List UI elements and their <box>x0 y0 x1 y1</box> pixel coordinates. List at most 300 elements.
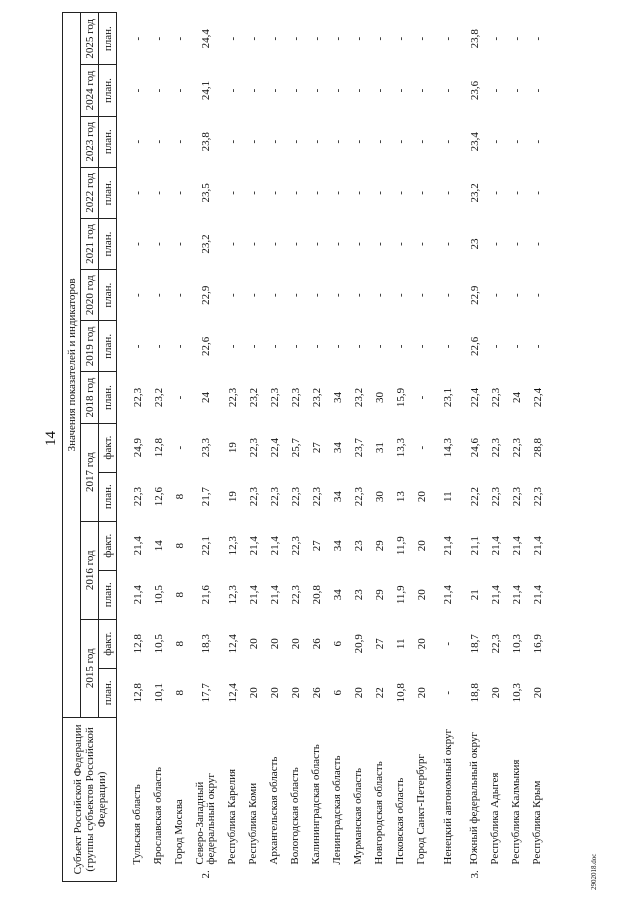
value-cell: 10,3 <box>510 634 523 654</box>
value-cell: 20 <box>415 540 428 552</box>
value-cell: - <box>131 344 144 349</box>
value-cell: 12,3 <box>226 585 239 605</box>
value-cell: 22,6 <box>200 336 212 356</box>
subheader-cell: план. <box>99 668 117 717</box>
value-cell: - <box>247 344 260 349</box>
value-cell: 22,3 <box>489 438 502 458</box>
value-cell: 22,3 <box>247 438 260 458</box>
value-cell: 17,7 <box>200 683 212 703</box>
value-cell: 21,4 <box>510 536 523 556</box>
value-cell: - <box>152 344 165 349</box>
value-cell: 20 <box>415 589 428 601</box>
subheader-cell: план. <box>99 372 117 423</box>
value-cell: 24,4 <box>200 29 212 49</box>
value-cell: - <box>131 88 144 93</box>
value-cell: 20 <box>247 687 260 699</box>
subject-name: Южный федеральный округ <box>468 732 480 865</box>
value-cell: - <box>247 36 260 41</box>
value-cell: - <box>415 36 428 41</box>
value-cell: 20 <box>531 687 544 699</box>
table-row <box>264 13 285 882</box>
subject-name: Тульская область <box>131 784 143 865</box>
year-header: 2023 год <box>81 116 99 167</box>
value-cell: 24 <box>510 392 523 404</box>
table-row <box>306 13 327 882</box>
value-cell: - <box>394 242 407 246</box>
subject-name: Вологодская область <box>289 767 301 865</box>
indicators-table <box>62 12 548 882</box>
value-cell: 23,8 <box>468 29 481 49</box>
value-cell: - <box>442 344 454 349</box>
value-cell: 21 <box>468 589 481 601</box>
value-cell: - <box>289 139 302 144</box>
value-cell: - <box>131 293 144 298</box>
value-cell: 22 <box>373 687 386 699</box>
row-number <box>527 867 548 882</box>
value-cell: - <box>331 88 344 93</box>
row-number <box>285 867 306 882</box>
value-cell: - <box>394 293 407 298</box>
value-cell: - <box>131 139 144 144</box>
value-cell: 21,6 <box>200 585 212 605</box>
value-cell: 22,3 <box>268 387 281 408</box>
subheader-cell: факт. <box>99 521 117 570</box>
value-cell: - <box>310 88 323 93</box>
value-cell: - <box>331 139 344 144</box>
value-cell: 23,7 <box>352 438 365 458</box>
value-cell: 24,1 <box>200 80 212 101</box>
subject-name: Новгородская область <box>373 761 385 865</box>
value-cell: - <box>247 88 260 93</box>
value-cell: 8 <box>173 690 186 696</box>
value-cell: - <box>352 344 365 349</box>
value-cell: 20 <box>289 638 302 650</box>
value-cell: - <box>373 36 386 41</box>
value-cell: 22,3 <box>268 487 281 507</box>
value-cell: - <box>268 36 281 41</box>
subject-name: Псковская область <box>394 777 406 865</box>
value-cell: 25,7 <box>289 438 302 458</box>
year-header: 2021 год <box>81 218 99 269</box>
value-cell: - <box>310 242 323 246</box>
value-cell: 20 <box>415 491 428 503</box>
subject-name: Республика Крым <box>531 780 543 865</box>
value-cell: 23,2 <box>200 234 212 254</box>
table-row <box>432 13 464 882</box>
row-number: 2. <box>200 870 212 879</box>
value-cell: 22,3 <box>247 487 260 507</box>
value-cell: - <box>331 191 344 195</box>
value-cell: - <box>531 139 544 144</box>
value-cell: - <box>152 242 165 246</box>
value-cell: - <box>247 191 260 195</box>
value-cell: - <box>310 139 323 144</box>
value-cell: 20 <box>489 687 502 699</box>
table-row <box>327 13 348 882</box>
value-cell: - <box>247 139 260 144</box>
value-cell: 23,4 <box>468 132 481 152</box>
value-cell: - <box>310 344 323 349</box>
value-cell: 12,8 <box>152 438 165 458</box>
value-cell: - <box>510 36 523 41</box>
table-row <box>243 13 264 882</box>
subject-name: Республика Адыгея <box>489 772 501 865</box>
value-cell: 21,4 <box>531 536 544 556</box>
subject-name: Архангельская область <box>268 756 280 865</box>
value-cell: - <box>226 242 239 246</box>
value-cell: 26 <box>310 687 323 699</box>
value-cell: 16,9 <box>531 634 544 654</box>
value-cell: - <box>352 36 365 41</box>
table-row <box>222 13 243 882</box>
table-row <box>148 13 169 882</box>
value-cell: 12,6 <box>152 487 165 507</box>
value-cell: 21,4 <box>442 585 454 605</box>
value-cell: 20,9 <box>352 634 365 654</box>
row-number <box>243 867 264 882</box>
value-cell: - <box>173 139 186 144</box>
value-cell: - <box>173 344 186 349</box>
table-row <box>190 13 222 882</box>
value-cell: 30 <box>373 491 386 503</box>
value-cell: - <box>442 242 454 246</box>
value-cell: 23 <box>468 238 481 250</box>
value-cell: 20 <box>415 687 428 699</box>
value-cell: - <box>415 191 428 195</box>
table-row <box>485 13 506 882</box>
value-cell: - <box>289 293 302 298</box>
value-cell: - <box>415 88 428 93</box>
subject-name: Ненецкий автономный округ <box>441 729 454 865</box>
value-cell: - <box>489 191 502 195</box>
value-cell: 20 <box>247 638 260 650</box>
value-cell: 8 <box>173 641 186 647</box>
value-cell: 20 <box>415 638 428 650</box>
value-cell: 22,3 <box>289 585 302 605</box>
subject-name: Калининградская область <box>310 744 322 865</box>
value-cell: - <box>442 139 454 144</box>
value-cell: - <box>442 293 454 298</box>
value-cell: 23 <box>352 540 365 552</box>
value-cell: 23,2 <box>352 387 365 408</box>
value-cell: 27 <box>373 638 386 650</box>
table-row <box>285 13 306 882</box>
value-cell: 30 <box>373 392 386 404</box>
subject-column-header: Субъект Российской Федерации (группы субъектов Российской Федерации) <box>63 717 117 881</box>
value-cell: 11,9 <box>394 585 407 605</box>
row-number <box>348 867 369 882</box>
row-number <box>390 867 411 882</box>
value-cell: - <box>531 36 544 41</box>
subject-name: Город Санкт-Петербург <box>415 754 427 865</box>
value-cell: 18,8 <box>468 683 481 703</box>
value-cell: - <box>510 191 523 195</box>
row-number <box>148 867 169 882</box>
value-cell: 21,4 <box>489 585 502 605</box>
row-number: 3. <box>468 870 481 879</box>
value-cell: - <box>373 242 386 246</box>
value-cell: 20 <box>289 687 302 699</box>
value-cell: - <box>415 293 428 298</box>
value-cell: 23,2 <box>468 183 481 203</box>
value-cell: - <box>173 36 186 41</box>
value-cell: - <box>352 88 365 93</box>
value-cell: 8 <box>173 493 186 500</box>
year-header: 2024 год <box>81 65 99 116</box>
rotated-table-container <box>62 12 582 882</box>
value-cell: 21,4 <box>510 585 523 605</box>
table-row <box>169 13 190 882</box>
value-cell: - <box>531 88 544 93</box>
table-row <box>369 13 390 882</box>
value-cell: - <box>310 191 323 195</box>
value-cell: 22,3 <box>289 387 302 408</box>
value-cell: - <box>310 293 323 298</box>
value-cell: 21,1 <box>468 536 481 556</box>
row-number <box>506 867 527 882</box>
value-cell: - <box>373 139 386 144</box>
subject-name: Ленинградская область <box>331 755 343 865</box>
value-cell: - <box>173 445 186 450</box>
value-cell: 24,9 <box>131 438 144 458</box>
value-cell: 31 <box>373 442 386 454</box>
value-cell: - <box>173 191 186 195</box>
value-cell: - <box>152 36 165 41</box>
value-cell: - <box>415 242 428 246</box>
value-cell: 22,9 <box>200 285 212 305</box>
value-cell: 23,8 <box>200 132 212 152</box>
value-cell: 20 <box>352 687 365 699</box>
value-cell: - <box>152 191 165 195</box>
value-cell: 22,4 <box>531 387 544 408</box>
table-header <box>63 13 117 882</box>
value-cell: - <box>489 242 502 246</box>
row-number <box>306 867 327 882</box>
value-cell: 29 <box>373 589 386 601</box>
value-cell: 21,4 <box>131 585 144 605</box>
value-cell: - <box>489 344 502 349</box>
subheader-cell: факт. <box>99 619 117 668</box>
value-cell: 22,2 <box>468 487 481 507</box>
value-cell: 21,4 <box>268 536 281 556</box>
value-cell: 11,9 <box>394 536 407 556</box>
year-header: 2016 год <box>81 521 99 619</box>
value-cell: 28,8 <box>531 438 544 458</box>
value-cell: - <box>226 139 239 144</box>
value-cell: 21,4 <box>247 585 260 605</box>
subheader-cell: план. <box>99 167 117 218</box>
value-cell: - <box>510 293 523 298</box>
value-cell: - <box>510 139 523 144</box>
value-cell: - <box>173 88 186 93</box>
value-cell: - <box>289 242 302 246</box>
value-cell: - <box>131 36 144 41</box>
value-cell: 10,1 <box>152 683 165 703</box>
value-cell: - <box>352 293 365 298</box>
value-cell: 12,8 <box>131 683 144 703</box>
value-cell: - <box>152 139 165 144</box>
value-cell: - <box>289 344 302 349</box>
value-cell: - <box>331 293 344 298</box>
value-cell: - <box>268 344 281 349</box>
row-number <box>327 867 348 882</box>
subject-name: Город Москва <box>173 799 185 865</box>
value-cell: 22,3 <box>489 487 502 507</box>
value-cell: 26 <box>310 638 323 650</box>
value-cell: 22,3 <box>489 387 502 408</box>
value-cell: - <box>226 293 239 298</box>
value-cell: - <box>489 293 502 298</box>
row-number <box>222 867 243 882</box>
value-cell: - <box>173 242 186 246</box>
value-cell: 10,5 <box>152 634 165 654</box>
year-header: 2017 год <box>81 423 99 521</box>
value-cell: 15,9 <box>394 387 407 408</box>
value-cell: 27 <box>310 442 323 454</box>
value-cell: 22,4 <box>268 438 281 458</box>
table-row <box>390 13 411 882</box>
row-number <box>127 867 148 882</box>
value-cell: - <box>131 242 144 246</box>
value-cell: - <box>226 344 239 349</box>
table-row <box>348 13 369 882</box>
year-header: 2019 год <box>81 321 99 372</box>
value-cell: 22,3 <box>289 487 302 507</box>
value-cell: 22,3 <box>289 536 302 556</box>
year-header: 2022 год <box>81 167 99 218</box>
table-row <box>506 13 527 882</box>
value-cell: - <box>331 36 344 41</box>
value-cell: 8 <box>173 542 186 549</box>
footer-file-code: 2902018.doc <box>590 853 598 890</box>
year-header: 2018 год <box>81 372 99 423</box>
value-cell: - <box>268 242 281 246</box>
value-cell: 8 <box>173 591 186 598</box>
value-cell: - <box>442 88 454 93</box>
value-cell: 21,4 <box>131 536 144 556</box>
value-cell: 14,3 <box>442 438 454 458</box>
value-cell: - <box>226 191 239 195</box>
value-cell: 21,4 <box>247 536 260 556</box>
value-cell: 18,3 <box>200 634 212 654</box>
spacer-row <box>117 13 128 882</box>
table-row <box>527 13 548 882</box>
value-cell: - <box>226 88 239 93</box>
value-cell: - <box>268 88 281 93</box>
value-cell: - <box>489 88 502 93</box>
subheader-cell: план. <box>99 270 117 321</box>
value-cell: - <box>489 139 502 144</box>
value-cell: - <box>352 139 365 144</box>
value-cell: 11 <box>442 491 454 502</box>
value-cell: 34 <box>331 589 344 601</box>
value-cell: - <box>394 344 407 349</box>
value-cell: 22,3 <box>352 487 365 507</box>
values-group-header: Значения показателей и индикаторов <box>63 13 81 718</box>
value-cell: 20 <box>268 638 281 650</box>
value-cell: - <box>394 191 407 195</box>
value-cell: - <box>247 293 260 298</box>
value-cell: 19 <box>226 491 239 503</box>
subheader-cell: план. <box>99 218 117 269</box>
value-cell: - <box>531 293 544 298</box>
subject-name: Северо-Западный федеральный округ <box>194 773 217 865</box>
value-cell: 23,2 <box>247 387 260 408</box>
value-cell: - <box>531 344 544 349</box>
page-number: 14 <box>43 431 59 446</box>
value-cell: - <box>331 242 344 246</box>
row-number <box>485 867 506 882</box>
value-cell: 21,4 <box>489 536 502 556</box>
value-cell: - <box>394 88 407 93</box>
value-cell: 22,6 <box>468 336 481 356</box>
value-cell: 21,4 <box>268 585 281 605</box>
value-cell: 20 <box>268 687 281 699</box>
subject-name: Республика Калмыкия <box>510 759 522 865</box>
value-cell: - <box>289 88 302 93</box>
value-cell: 22,4 <box>468 387 481 408</box>
value-cell: - <box>442 641 454 646</box>
table-row <box>127 13 148 882</box>
value-cell: - <box>415 139 428 144</box>
row-number <box>432 867 464 882</box>
value-cell: - <box>152 293 165 298</box>
value-cell: - <box>531 191 544 195</box>
value-cell: 22,3 <box>131 487 144 507</box>
subheader-cell: план. <box>99 321 117 372</box>
value-cell: - <box>268 293 281 298</box>
value-cell: 34 <box>331 442 344 454</box>
value-cell: 10,8 <box>394 683 407 703</box>
value-cell: - <box>442 690 454 695</box>
year-header: 2025 год <box>81 13 99 65</box>
value-cell: - <box>510 88 523 93</box>
value-cell: 23,2 <box>152 387 165 408</box>
value-cell: - <box>289 36 302 41</box>
value-cell: 13 <box>394 491 407 503</box>
row-number <box>369 867 390 882</box>
value-cell: 11 <box>394 638 407 650</box>
value-cell: - <box>531 242 544 246</box>
subheader-cell: факт. <box>99 423 117 472</box>
value-cell: 23,1 <box>442 387 454 408</box>
subject-name: Республика Коми <box>247 782 259 865</box>
value-cell: - <box>352 242 365 246</box>
value-cell: - <box>442 36 454 41</box>
value-cell: - <box>289 191 302 195</box>
subheader-cell: план. <box>99 116 117 167</box>
value-cell: - <box>268 139 281 144</box>
value-cell: - <box>394 36 407 41</box>
row-number <box>411 867 432 882</box>
table-row <box>464 13 485 882</box>
value-cell: - <box>442 191 454 195</box>
row-number <box>264 867 285 882</box>
value-cell: 27 <box>310 540 323 552</box>
value-cell: 22,3 <box>510 487 523 507</box>
value-cell: 10,5 <box>152 585 165 605</box>
value-cell: 20,8 <box>310 585 323 605</box>
value-cell: - <box>131 191 144 195</box>
value-cell: 24,6 <box>468 438 481 458</box>
value-cell: - <box>373 88 386 93</box>
table-row <box>411 13 432 882</box>
value-cell: 34 <box>331 491 344 503</box>
value-cell: 23,3 <box>200 438 212 458</box>
value-cell: - <box>268 191 281 195</box>
subject-name: Республика Карелия <box>226 768 238 865</box>
value-cell: 6 <box>331 641 344 647</box>
